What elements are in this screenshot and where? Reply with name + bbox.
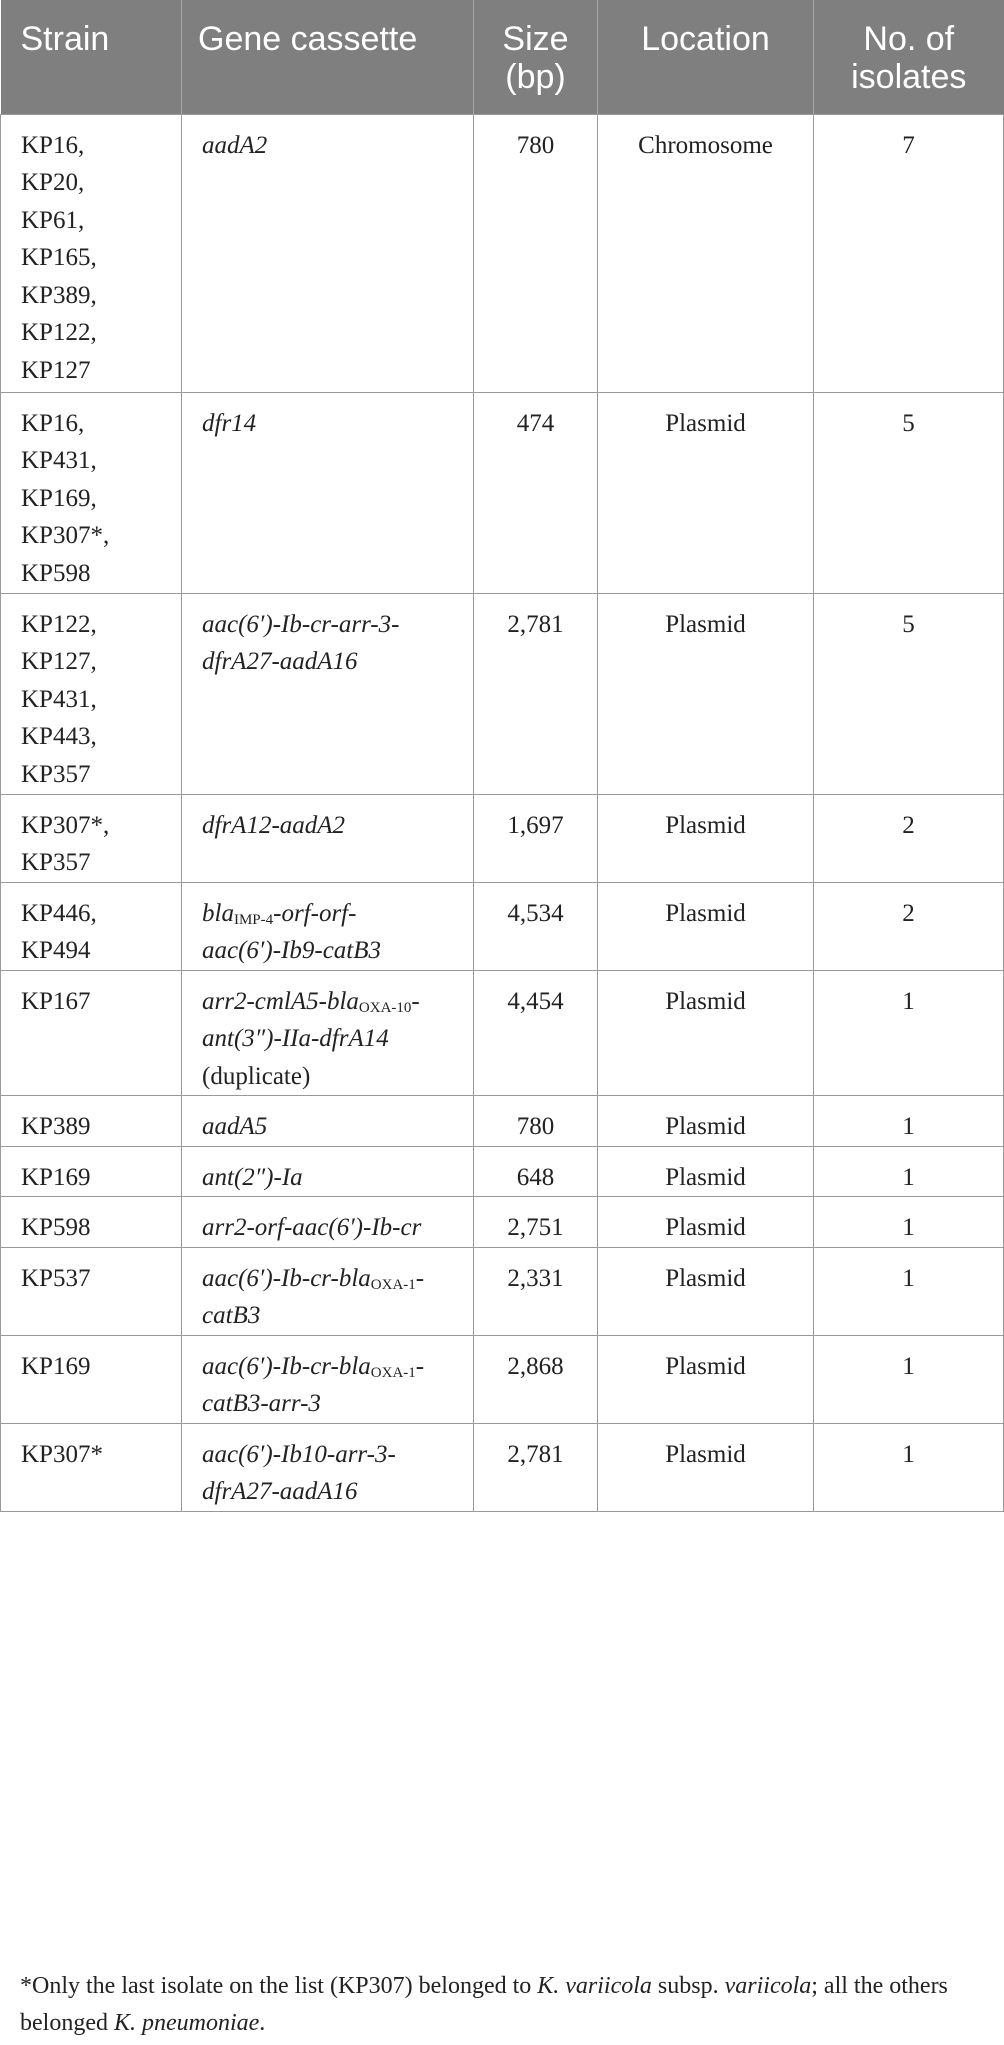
strain-id: KP307*, xyxy=(21,811,110,839)
strain-cell xyxy=(1,1197,182,1248)
gene-cassette-line xyxy=(202,1473,455,1511)
strain-cell xyxy=(1,1335,182,1423)
strain-id: KP16, xyxy=(21,409,85,437)
table-row xyxy=(1,1247,1004,1335)
header-isolates xyxy=(814,0,1004,114)
isolates-cell: 1 xyxy=(814,1335,1004,1423)
gene-cassette-cell xyxy=(182,1146,474,1197)
header-strain: Strain xyxy=(1,0,182,114)
size-cell: 780 xyxy=(474,1096,598,1147)
gene-subscript: OXA-10 xyxy=(358,999,412,1016)
gene-cassette-cell xyxy=(182,1096,474,1147)
gene-cassette-cell xyxy=(182,970,474,1096)
strain-id: KP20, xyxy=(21,169,85,196)
size-cell: 4,454 xyxy=(474,970,598,1096)
gene-cassette-cell xyxy=(182,392,474,593)
footnote xyxy=(20,1968,990,2042)
strain-id: KP165, xyxy=(21,244,97,271)
strain-id: KP431, xyxy=(21,447,97,474)
gene-name: arr2-orf-aac(6′)-Ib-cr xyxy=(202,1214,422,1241)
isolates-cell: 1 xyxy=(814,1197,1004,1248)
strain-id: KP431, xyxy=(21,685,97,713)
gene-name: dfrA12-aadA2 xyxy=(202,811,346,839)
location-cell: Plasmid xyxy=(598,1423,814,1511)
size-cell: 2,751 xyxy=(474,1197,598,1248)
footnote-species-2: K. pneumoniae xyxy=(113,2010,260,2036)
strain-id: KP169 xyxy=(21,1163,91,1191)
strain-id: KP357 xyxy=(21,849,91,876)
size-cell: 2,868 xyxy=(474,1335,598,1423)
gene-note: (duplicate) xyxy=(202,1062,311,1090)
size-cell: 2,781 xyxy=(474,593,598,794)
gene-subscript: IMP-4 xyxy=(233,911,274,928)
gene-cassette-line xyxy=(202,1159,455,1197)
gene-cassette-line xyxy=(202,1260,455,1298)
isolates-cell: 7 xyxy=(814,114,1004,392)
isolates-cell: 5 xyxy=(814,392,1004,593)
location-cell: Chromosome xyxy=(598,114,814,392)
strain-id: KP446, xyxy=(21,899,97,927)
footnote-text-3: ; all the others belonged xyxy=(20,1973,948,2036)
strain-cell xyxy=(1,1423,182,1511)
table-row xyxy=(1,1197,1004,1248)
isolates-cell: 1 xyxy=(814,970,1004,1096)
gene-cassette-line xyxy=(202,1436,455,1474)
header-isolates-line1: No. of xyxy=(863,20,955,58)
size-cell: 2,781 xyxy=(474,1423,598,1511)
gene-name: aac(6′)-Ib-cr-bla xyxy=(202,1352,371,1380)
gene-name: dfrA27-aadA16 xyxy=(202,1478,358,1505)
footnote-text-4: . xyxy=(259,2010,266,2036)
table-row xyxy=(1,593,1004,794)
header-gene-cassette: Gene cassette xyxy=(182,0,474,114)
gene-name: catB3 xyxy=(202,1302,261,1329)
location-cell: Plasmid xyxy=(598,593,814,794)
gene-name: catB3-arr-3 xyxy=(202,1390,321,1417)
gene-name: dfrA27-aadA16 xyxy=(202,648,358,675)
strain-cell xyxy=(1,593,182,794)
location-cell: Plasmid xyxy=(598,392,814,593)
gene-cassette-line xyxy=(202,405,455,443)
size-cell: 648 xyxy=(474,1146,598,1197)
strain-id: KP169 xyxy=(21,1352,91,1380)
strain-id: KP16, xyxy=(21,131,85,159)
gene-cassette-line xyxy=(202,932,455,970)
strain-id: KP307* xyxy=(21,1440,103,1468)
strain-cell xyxy=(1,114,182,392)
gene-cassette-line xyxy=(202,643,455,681)
table-row xyxy=(1,1096,1004,1147)
gene-cassette-cell xyxy=(182,1423,474,1511)
footnote-text-1: *Only the last isolate on the list (KP307) belonged to xyxy=(20,1973,538,1999)
isolates-cell: 1 xyxy=(814,1247,1004,1335)
header-location: Location xyxy=(598,0,814,114)
gene-name: - xyxy=(411,987,420,1015)
strain-id: KP127 xyxy=(21,356,91,384)
gene-cassette-cell xyxy=(182,1197,474,1248)
strain-cell xyxy=(1,1247,182,1335)
gene-name: bla xyxy=(202,899,234,927)
size-cell: 1,697 xyxy=(474,794,598,882)
strain-cell xyxy=(1,794,182,882)
table-row xyxy=(1,1423,1004,1511)
gene-cassette-cell xyxy=(182,1335,474,1423)
strain-cell xyxy=(1,1096,182,1147)
location-cell: Plasmid xyxy=(598,1197,814,1248)
strain-id: KP389 xyxy=(21,1113,91,1140)
location-cell: Plasmid xyxy=(598,1146,814,1197)
header-row xyxy=(1,0,1004,114)
isolates-cell: 2 xyxy=(814,794,1004,882)
gene-cassette-cell xyxy=(182,114,474,392)
gene-cassette-line xyxy=(202,807,455,845)
size-cell: 780 xyxy=(474,114,598,392)
strain-id: KP169, xyxy=(21,484,97,512)
location-cell: Plasmid xyxy=(598,970,814,1096)
gene-name: -orf-orf- xyxy=(273,899,357,927)
strain-cell xyxy=(1,392,182,593)
gene-name: aadA5 xyxy=(202,1113,268,1140)
gene-subscript: OXA-1 xyxy=(370,1364,416,1381)
gene-cassette-line xyxy=(202,1058,455,1096)
table-row xyxy=(1,1335,1004,1423)
isolates-cell: 1 xyxy=(814,1423,1004,1511)
size-cell: 4,534 xyxy=(474,882,598,970)
location-cell: Plasmid xyxy=(598,1247,814,1335)
gene-name: aac(6′)-Ib-cr-arr-3- xyxy=(202,610,400,638)
strain-id: KP127, xyxy=(21,648,97,675)
gene-cassette-line xyxy=(202,1020,455,1058)
gene-subscript: OXA-1 xyxy=(370,1276,416,1293)
strain-id: KP167 xyxy=(21,987,91,1015)
gene-cassette-cell xyxy=(182,794,474,882)
location-cell: Plasmid xyxy=(598,1335,814,1423)
gene-cassette-line xyxy=(202,606,455,644)
gene-cassette-line xyxy=(202,1209,455,1247)
gene-cassette-cell xyxy=(182,1247,474,1335)
gene-name: aac(6′)-Ib9-catB3 xyxy=(202,937,382,964)
location-cell: Plasmid xyxy=(598,882,814,970)
gene-name: - xyxy=(415,1264,425,1292)
size-cell: 2,331 xyxy=(474,1247,598,1335)
gene-name: - xyxy=(415,1352,425,1380)
strain-cell xyxy=(1,882,182,970)
table-row xyxy=(1,794,1004,882)
gene-cassette-cell xyxy=(182,593,474,794)
gene-cassette-line xyxy=(202,1297,455,1335)
strain-id: KP443, xyxy=(21,723,97,750)
strain-id: KP122, xyxy=(21,610,97,638)
footnote-subspecies: variicola xyxy=(724,1973,812,1999)
isolates-cell: 5 xyxy=(814,593,1004,794)
gene-name: aadA2 xyxy=(202,131,268,159)
strain-cell xyxy=(1,970,182,1096)
location-cell: Plasmid xyxy=(598,794,814,882)
table-body xyxy=(1,114,1004,1511)
table-row xyxy=(1,114,1004,392)
gene-name: ant(3″)-IIa-dfrA14 xyxy=(202,1025,389,1052)
gene-name: aac(6′)-Ib10-arr-3- xyxy=(202,1440,396,1468)
gene-cassette-line xyxy=(202,1108,455,1146)
strain-id: KP598 xyxy=(21,1214,91,1241)
isolates-cell: 2 xyxy=(814,882,1004,970)
strain-id: KP61, xyxy=(21,206,85,234)
strain-id: KP537 xyxy=(21,1264,91,1292)
table-header xyxy=(1,0,1004,114)
gene-name: ant(2″)-Ia xyxy=(202,1163,303,1191)
header-size-line1: Size xyxy=(502,20,569,58)
gene-name: arr2-cmlA5-bla xyxy=(202,987,359,1015)
table-row xyxy=(1,392,1004,593)
gene-cassette-line xyxy=(202,983,455,1021)
table-row xyxy=(1,1146,1004,1197)
table-row xyxy=(1,970,1004,1096)
strain-id: KP357 xyxy=(21,760,91,788)
strain-id: KP494 xyxy=(21,937,91,964)
strain-id: KP307*, xyxy=(21,522,110,549)
header-isolates-line2: isolates xyxy=(851,58,967,96)
gene-name: aac(6′)-Ib-cr-bla xyxy=(202,1264,371,1292)
strain-id: KP598 xyxy=(21,559,91,587)
footnote-text-2: subsp. xyxy=(651,1973,725,1999)
size-cell: 474 xyxy=(474,392,598,593)
gene-cassette-line xyxy=(202,127,455,165)
gene-cassette-line xyxy=(202,895,455,933)
location-cell: Plasmid xyxy=(598,1096,814,1147)
header-size-line2: (bp) xyxy=(505,58,566,96)
gene-name: dfr14 xyxy=(202,409,257,437)
header-size xyxy=(474,0,598,114)
table-row xyxy=(1,882,1004,970)
isolates-cell: 1 xyxy=(814,1146,1004,1197)
strain-id: KP389, xyxy=(21,281,97,309)
gene-cassette-line xyxy=(202,1348,455,1386)
gene-cassette-cell xyxy=(182,882,474,970)
strain-id: KP122, xyxy=(21,319,97,346)
gene-cassette-line xyxy=(202,1385,455,1423)
footnote-species-1: K. variicola xyxy=(537,1973,652,1999)
isolates-cell: 1 xyxy=(814,1096,1004,1147)
strain-cell xyxy=(1,1146,182,1197)
